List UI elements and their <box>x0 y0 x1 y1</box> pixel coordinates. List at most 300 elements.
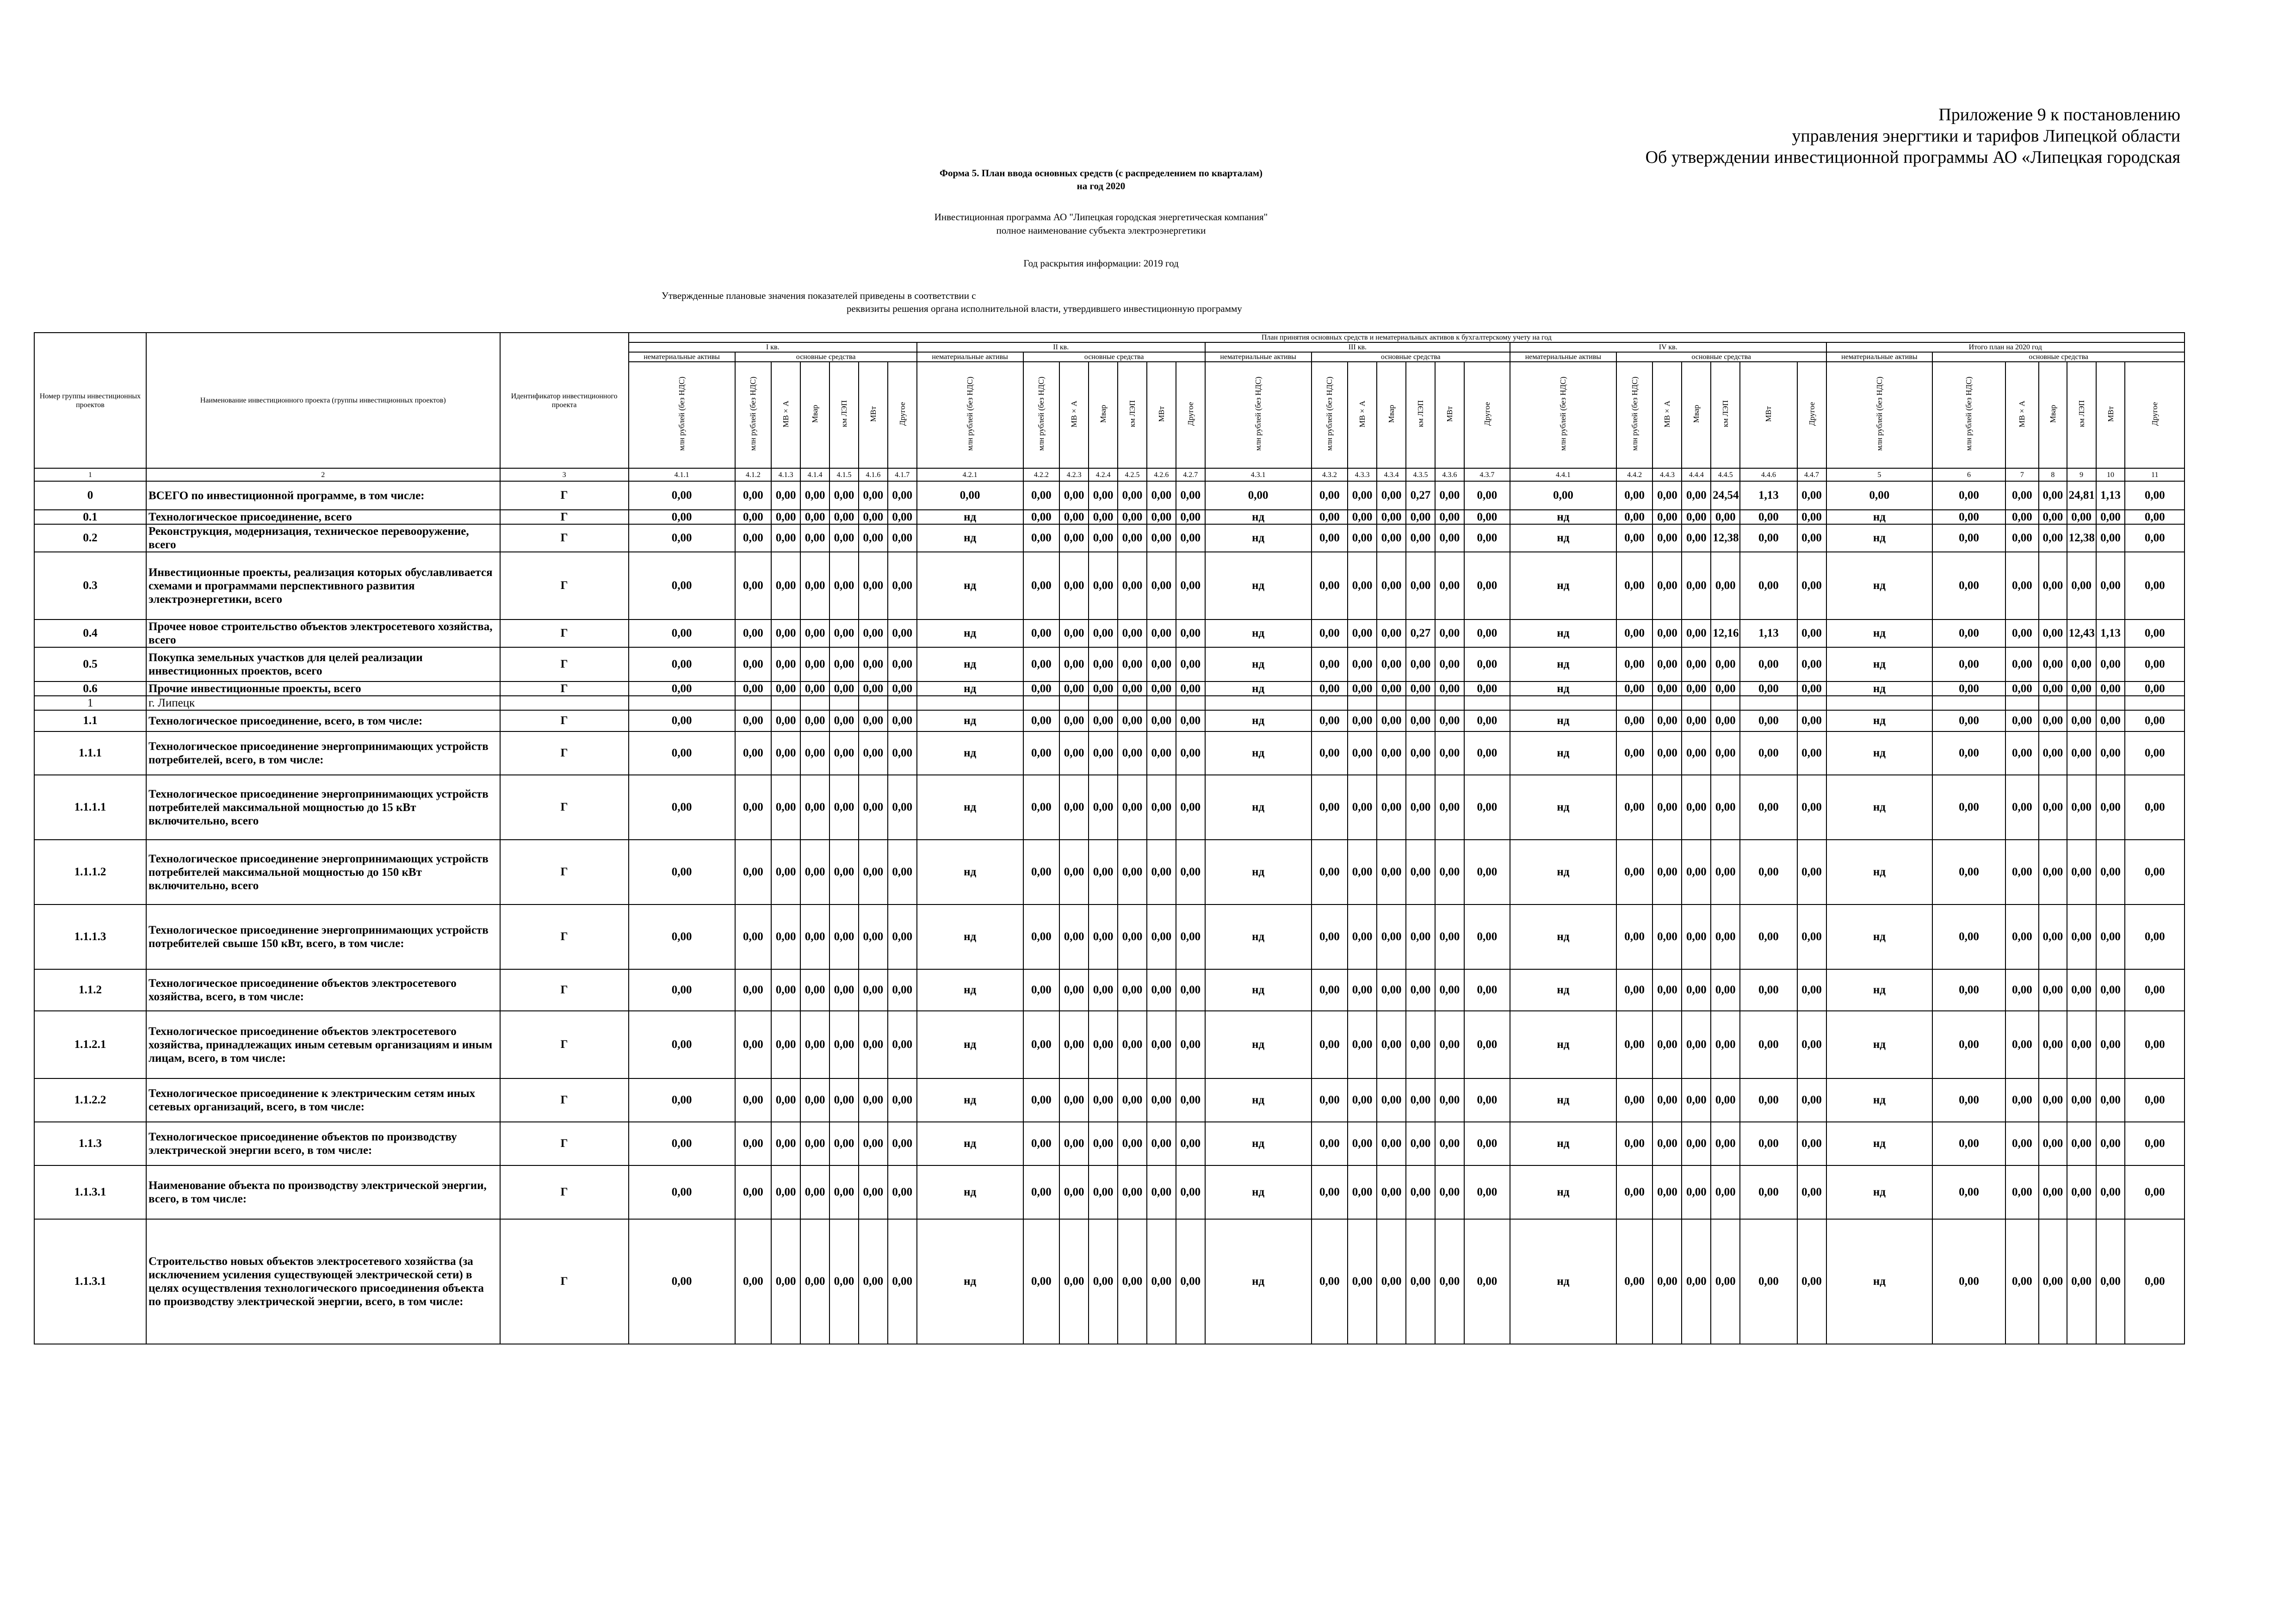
value-cell: нд <box>1826 1011 1933 1078</box>
value-cell: нд <box>1205 731 1312 775</box>
value-cell: нд <box>1510 840 1616 904</box>
value-cell: 0,00 <box>2096 1078 2125 1122</box>
value-cell: 0,00 <box>1616 1078 1653 1122</box>
row-name: Реконструкция, модернизация, техническое перевооружение, всего <box>146 524 500 552</box>
value-cell: 0,00 <box>859 1122 888 1165</box>
table-header <box>34 333 2185 481</box>
value-cell: 0,00 <box>800 510 829 524</box>
value-cell: нд <box>1205 1122 1312 1165</box>
value-cell: 0,00 <box>1176 647 1205 681</box>
appendix-line: Об утверждении инвестиционной программы АО «Липецкая городская <box>1645 148 2180 167</box>
row-number: 1.1 <box>34 710 146 731</box>
value-cell: 0,00 <box>1147 840 1176 904</box>
value-cell: нд <box>1826 524 1933 552</box>
value-cell: 0,00 <box>1312 1122 1348 1165</box>
value-cell: 0,00 <box>735 775 772 840</box>
value-cell: 0,00 <box>1406 775 1435 840</box>
value-cell: 0,00 <box>1312 481 1348 510</box>
value-cell: 0,00 <box>735 647 772 681</box>
value-cell: 0,00 <box>1932 1122 2005 1165</box>
value-cell <box>629 696 735 710</box>
value-cell: нд <box>917 1011 1023 1078</box>
value-cell: 0,00 <box>1147 731 1176 775</box>
value-cell: 0,00 <box>1406 731 1435 775</box>
column-number: 4.3.4 <box>1377 468 1406 481</box>
unit-label: Другое <box>1482 402 1491 426</box>
value-cell: 0,00 <box>1797 552 1826 619</box>
value-cell: 0,00 <box>1023 1165 1060 1219</box>
value-cell: 0,00 <box>1176 552 1205 619</box>
value-cell: 0,00 <box>2125 510 2185 524</box>
value-cell: нд <box>1510 710 1616 731</box>
value-cell: 0,00 <box>1652 710 1682 731</box>
value-cell: 0,00 <box>1176 1219 1205 1344</box>
value-cell: 0,00 <box>1616 1165 1653 1219</box>
value-cell: 0,00 <box>1464 731 1510 775</box>
value-cell: 0,00 <box>1348 510 1377 524</box>
value-cell: 0,00 <box>771 1165 800 1219</box>
unit-label: МВ×А <box>1663 400 1672 427</box>
value-cell: 0,00 <box>1616 840 1653 904</box>
value-cell: 0,00 <box>771 524 800 552</box>
value-cell: 0,00 <box>1797 647 1826 681</box>
value-cell: 0,00 <box>1797 681 1826 696</box>
value-cell: 0,00 <box>1377 524 1406 552</box>
value-cell: 0,00 <box>1118 481 1147 510</box>
value-cell <box>2005 696 2039 710</box>
value-cell <box>829 696 859 710</box>
row-name: Технологическое присоединение энергопринимающих устройств потребителей максимальной мощностью до 15 кВт включительно, всего <box>146 775 500 840</box>
value-cell: 0,00 <box>1059 1165 1089 1219</box>
value-cell: 0,00 <box>1089 731 1118 775</box>
unit-header <box>2005 362 2039 468</box>
value-cell: 0,00 <box>1118 710 1147 731</box>
value-cell: 0,00 <box>1406 710 1435 731</box>
value-cell: 0,00 <box>1406 524 1435 552</box>
value-cell: 0,00 <box>1435 904 1464 969</box>
value-cell: 0,00 <box>1711 969 1740 1011</box>
value-cell: нд <box>1826 1165 1933 1219</box>
value-cell: 0,00 <box>1932 1165 2005 1219</box>
value-cell: 0,00 <box>1118 1078 1147 1122</box>
unit-header <box>1464 362 1510 468</box>
fixed-assets-header: основные средства <box>1312 352 1510 362</box>
value-cell: 0,00 <box>1682 731 1711 775</box>
value-cell: 0,00 <box>1682 619 1711 647</box>
column-number: 4.2.1 <box>917 468 1023 481</box>
value-cell: 0,00 <box>1312 681 1348 696</box>
row-number: 1 <box>34 696 146 710</box>
unit-label: МВ×А <box>781 400 791 427</box>
value-cell: 0,00 <box>1711 647 1740 681</box>
value-cell <box>1797 696 1826 710</box>
value-cell: 0,00 <box>629 619 735 647</box>
value-cell: 0,00 <box>735 552 772 619</box>
value-cell: 0,00 <box>1464 510 1510 524</box>
value-cell: 0,00 <box>888 552 917 619</box>
value-cell: 0,00 <box>1797 904 1826 969</box>
value-cell: 12,38 <box>2067 524 2096 552</box>
value-cell: 0,00 <box>829 904 859 969</box>
value-cell: 1,13 <box>1740 619 1797 647</box>
value-cell: 0,00 <box>1797 1011 1826 1078</box>
column-number: 4.2.5 <box>1118 468 1147 481</box>
value-cell: 0,00 <box>1118 1165 1147 1219</box>
table-row <box>34 681 2185 696</box>
value-cell: 0,00 <box>800 775 829 840</box>
value-cell: 0,00 <box>1059 1011 1089 1078</box>
value-cell: 0,00 <box>2067 1011 2096 1078</box>
column-number: 4.2.3 <box>1059 468 1089 481</box>
value-cell: 0,00 <box>1435 1122 1464 1165</box>
unit-header <box>1797 362 1826 468</box>
value-cell: нд <box>917 647 1023 681</box>
value-cell: 0,00 <box>1147 1011 1176 1078</box>
column-number: 4.3.2 <box>1312 468 1348 481</box>
value-cell: 0,00 <box>1147 904 1176 969</box>
value-cell: 0,00 <box>2005 1219 2039 1344</box>
value-cell: 0,00 <box>888 731 917 775</box>
value-cell: 0,00 <box>1377 904 1406 969</box>
row-name: Технологическое присоединение энергопринимающих устройств потребителей, всего, в том числе: <box>146 731 500 775</box>
value-cell: нд <box>1205 775 1312 840</box>
value-cell <box>1205 696 1312 710</box>
unit-label: Другое <box>2150 402 2160 426</box>
value-cell: 0,00 <box>1616 619 1653 647</box>
row-number: 1.1.1.3 <box>34 904 146 969</box>
value-cell: 0,00 <box>2067 1122 2096 1165</box>
value-cell: 0,00 <box>829 481 859 510</box>
value-cell: 0,00 <box>1377 1219 1406 1344</box>
table-row <box>34 1165 2185 1219</box>
value-cell: 0,00 <box>1932 681 2005 696</box>
value-cell: 0,00 <box>1089 681 1118 696</box>
value-cell: 0,00 <box>1176 710 1205 731</box>
value-cell: 0,00 <box>1435 681 1464 696</box>
value-cell: 0,00 <box>629 481 735 510</box>
value-cell: 0,00 <box>1464 969 1510 1011</box>
value-cell: 0,00 <box>1652 1011 1682 1078</box>
value-cell: нд <box>1510 1078 1616 1122</box>
table-row <box>34 1122 2185 1165</box>
value-cell: нд <box>917 510 1023 524</box>
column-number: 1 <box>34 468 146 481</box>
value-cell: 0,00 <box>2125 524 2185 552</box>
value-cell: 0,00 <box>1616 1219 1653 1344</box>
quarter-header: I кв. <box>629 342 917 352</box>
unit-label: млн рублей (без НДС) <box>965 377 975 451</box>
unit-header <box>1932 362 2005 468</box>
value-cell: 0,00 <box>2005 481 2039 510</box>
value-cell: 0,00 <box>2125 775 2185 840</box>
value-cell: 0,00 <box>1711 552 1740 619</box>
value-cell <box>1652 696 1682 710</box>
value-cell: 0,00 <box>2005 904 2039 969</box>
value-cell <box>1176 696 1205 710</box>
value-cell: 0,00 <box>771 904 800 969</box>
value-cell: 0,00 <box>1377 969 1406 1011</box>
value-cell: 0,00 <box>1089 1011 1118 1078</box>
value-cell: 0,00 <box>1176 904 1205 969</box>
unit-header <box>1826 362 1933 468</box>
value-cell: 0,00 <box>629 840 735 904</box>
value-cell: 0,00 <box>629 710 735 731</box>
unit-label: млн рублей (без НДС) <box>677 377 687 451</box>
column-number: 3 <box>500 468 629 481</box>
unit-header <box>1312 362 1348 468</box>
row-identifier: Г <box>500 1078 629 1122</box>
unit-header <box>1406 362 1435 468</box>
value-cell: 0,00 <box>1406 552 1435 619</box>
unit-header <box>800 362 829 468</box>
value-cell: 0,00 <box>1312 1219 1348 1344</box>
table-row <box>34 1011 2185 1078</box>
form-year-line: на год 2020 <box>1077 180 1126 192</box>
value-cell: 0,00 <box>2125 1165 2185 1219</box>
value-cell: 0,00 <box>735 1122 772 1165</box>
value-cell: 0,00 <box>888 647 917 681</box>
value-cell: 0,00 <box>800 1122 829 1165</box>
row-number: 0.3 <box>34 552 146 619</box>
value-cell: 0,00 <box>859 731 888 775</box>
value-cell: нд <box>1205 1165 1312 1219</box>
value-cell: нд <box>1510 1165 1616 1219</box>
unit-header <box>771 362 800 468</box>
value-cell: 0,00 <box>1348 552 1377 619</box>
value-cell: 0,00 <box>1023 510 1060 524</box>
value-cell: 0,00 <box>1652 775 1682 840</box>
value-cell: 0,00 <box>1464 1165 1510 1219</box>
value-cell: 0,00 <box>1464 524 1510 552</box>
value-cell: 0,00 <box>1682 775 1711 840</box>
value-cell: 0,00 <box>1932 647 2005 681</box>
value-cell: 0,00 <box>2067 775 2096 840</box>
value-cell: 0,00 <box>2067 1219 2096 1344</box>
value-cell: 0,00 <box>1023 710 1060 731</box>
value-cell: 0,00 <box>629 969 735 1011</box>
value-cell: 0,00 <box>2039 619 2067 647</box>
value-cell: 0,00 <box>1348 969 1377 1011</box>
value-cell: нд <box>1510 731 1616 775</box>
value-cell: 0,00 <box>888 1122 917 1165</box>
investment-table <box>34 332 2185 1344</box>
program-block <box>0 211 2202 237</box>
value-cell: 0,00 <box>1023 775 1060 840</box>
value-cell <box>1312 696 1348 710</box>
value-cell: 0,00 <box>1348 904 1377 969</box>
value-cell: 0,00 <box>1406 1219 1435 1344</box>
intangible-assets-header: нематериальные активы <box>629 352 735 362</box>
value-cell: 0,00 <box>1023 552 1060 619</box>
value-cell <box>1826 696 1933 710</box>
value-cell: 0,00 <box>2005 647 2039 681</box>
value-cell: 0,00 <box>1147 1122 1176 1165</box>
value-cell: 0,00 <box>800 1078 829 1122</box>
value-cell <box>917 696 1023 710</box>
column-number: 4.2.6 <box>1147 468 1176 481</box>
value-cell: 0,00 <box>1348 1122 1377 1165</box>
unit-label: Мвар <box>1099 405 1108 423</box>
value-cell: 0,00 <box>829 619 859 647</box>
value-cell: 0,00 <box>2096 552 2125 619</box>
unit-label: млн рублей (без НДС) <box>1559 377 1568 451</box>
value-cell: 0,00 <box>2039 681 2067 696</box>
row-number: 1.1.1.1 <box>34 775 146 840</box>
value-cell: нд <box>1826 775 1933 840</box>
value-cell: нд <box>1826 904 1933 969</box>
value-cell: 0,00 <box>2039 1122 2067 1165</box>
value-cell: 0,00 <box>1348 524 1377 552</box>
value-cell: 0,00 <box>2005 1122 2039 1165</box>
unit-label: млн рублей (без НДС) <box>749 377 758 451</box>
value-cell: 0,00 <box>2096 681 2125 696</box>
value-cell: 0,00 <box>1348 775 1377 840</box>
value-cell: 0,00 <box>1740 840 1797 904</box>
value-cell: 0,00 <box>1932 840 2005 904</box>
value-cell: 0,00 <box>1797 481 1826 510</box>
unit-label: МВт <box>1445 406 1454 422</box>
value-cell: 0,00 <box>771 552 800 619</box>
value-cell: 0,00 <box>2005 731 2039 775</box>
value-cell: 0,00 <box>1740 731 1797 775</box>
value-cell: 0,00 <box>1348 840 1377 904</box>
value-cell <box>2125 696 2185 710</box>
column-number-row <box>34 468 2185 481</box>
value-cell: 0,00 <box>1176 481 1205 510</box>
value-cell: 0,00 <box>2005 710 2039 731</box>
value-cell: нд <box>1205 840 1312 904</box>
value-cell: 0,00 <box>1682 1219 1711 1344</box>
column-number: 4.4.5 <box>1711 468 1740 481</box>
table-row <box>34 1219 2185 1344</box>
value-cell: 0,00 <box>1932 1219 2005 1344</box>
value-cell: 0,00 <box>2125 681 2185 696</box>
column-number: 4.3.7 <box>1464 468 1510 481</box>
value-cell: 0,00 <box>1176 1011 1205 1078</box>
value-cell: нд <box>1826 1122 1933 1165</box>
value-cell: 0,00 <box>1377 681 1406 696</box>
value-cell: 0,00 <box>829 1165 859 1219</box>
value-cell: 0,00 <box>2067 647 2096 681</box>
intangible-assets-header: нематериальные активы <box>1510 352 1616 362</box>
value-cell: 0,00 <box>888 1078 917 1122</box>
value-cell: 0,00 <box>888 510 917 524</box>
table-row <box>34 840 2185 904</box>
value-cell: нд <box>1510 524 1616 552</box>
value-cell: 0,00 <box>1464 1219 1510 1344</box>
value-cell: 0,00 <box>735 840 772 904</box>
value-cell: 0,00 <box>1089 710 1118 731</box>
value-cell: 0,00 <box>1711 1078 1740 1122</box>
value-cell: 0,00 <box>800 1165 829 1219</box>
value-cell: 0,00 <box>1312 1078 1348 1122</box>
value-cell: 0,00 <box>1740 904 1797 969</box>
value-cell: 0,00 <box>1059 710 1089 731</box>
value-cell: 0,00 <box>735 969 772 1011</box>
value-cell: 0,00 <box>1377 840 1406 904</box>
value-cell: 0,00 <box>1059 481 1089 510</box>
plan-title-header: План принятия основных средств и нематериальных активов к бухгалтерскому учету на год <box>629 333 2185 342</box>
value-cell: нд <box>1510 647 1616 681</box>
value-cell: 0,00 <box>2125 840 2185 904</box>
value-cell: 0,00 <box>1176 1122 1205 1165</box>
value-cell: 0,00 <box>1435 510 1464 524</box>
value-cell: 24,81 <box>2067 481 2096 510</box>
value-cell: нд <box>1205 681 1312 696</box>
row-identifier: Г <box>500 1122 629 1165</box>
value-cell: 0,00 <box>1682 524 1711 552</box>
value-cell: 0,00 <box>1932 481 2005 510</box>
column-number: 4.4.6 <box>1740 468 1797 481</box>
value-cell: 0,00 <box>1464 1011 1510 1078</box>
value-cell: 0,00 <box>735 524 772 552</box>
unit-header <box>735 362 772 468</box>
value-cell: нд <box>917 1165 1023 1219</box>
value-cell: 0,00 <box>1932 619 2005 647</box>
value-cell: 0,00 <box>1406 510 1435 524</box>
unit-header <box>1176 362 1205 468</box>
column-number: 9 <box>2067 468 2096 481</box>
row-number: 1.1.1.2 <box>34 840 146 904</box>
value-cell: 0,00 <box>1406 1165 1435 1219</box>
value-cell: 0,00 <box>1616 510 1653 524</box>
value-cell: 0,00 <box>1023 619 1060 647</box>
value-cell: 0,00 <box>888 681 917 696</box>
value-cell: нд <box>917 969 1023 1011</box>
row-identifier: Г <box>500 904 629 969</box>
unit-label: км ЛЭП <box>1721 400 1730 427</box>
value-cell: 0,00 <box>629 524 735 552</box>
value-cell: 0,00 <box>2096 840 2125 904</box>
value-cell: 0,00 <box>1059 681 1089 696</box>
value-cell: 0,00 <box>1652 524 1682 552</box>
value-cell: 0,00 <box>1147 710 1176 731</box>
value-cell: 0,00 <box>1118 731 1147 775</box>
value-cell: 0,00 <box>1406 647 1435 681</box>
value-cell: 0,00 <box>1147 647 1176 681</box>
value-cell: 0,00 <box>1652 481 1682 510</box>
value-cell: 0,00 <box>1740 524 1797 552</box>
value-cell: 0,00 <box>829 647 859 681</box>
row-name: Строительство новых объектов электросетевого хозяйства (за исключением усиления существующей электрической сети) в целях осуществления технологического присоединения объекта по производству электрической энергии, всего, в том числе: <box>146 1219 500 1344</box>
value-cell: 0,00 <box>800 710 829 731</box>
value-cell: 0,00 <box>1059 840 1089 904</box>
unit-label: МВ×А <box>1070 400 1079 427</box>
value-cell: 0,00 <box>1616 647 1653 681</box>
value-cell <box>1682 696 1711 710</box>
value-cell: 0,00 <box>1348 1078 1377 1122</box>
value-cell: 0,00 <box>1147 681 1176 696</box>
value-cell: 0,00 <box>1377 510 1406 524</box>
value-cell: нд <box>917 710 1023 731</box>
value-cell: 0,00 <box>1348 481 1377 510</box>
value-cell: 0,00 <box>1711 904 1740 969</box>
value-cell: 0,00 <box>2039 524 2067 552</box>
value-cell: 0,00 <box>1023 904 1060 969</box>
value-cell: 0,00 <box>2039 840 2067 904</box>
table-row <box>34 904 2185 969</box>
value-cell: нд <box>1826 552 1933 619</box>
value-cell: 0,00 <box>1312 647 1348 681</box>
value-cell: 0,00 <box>1652 647 1682 681</box>
value-cell: 0,00 <box>1377 481 1406 510</box>
row-identifier: Г <box>500 524 629 552</box>
value-cell: нд <box>1826 969 1933 1011</box>
value-cell: 0,00 <box>1616 1011 1653 1078</box>
value-cell: 0,00 <box>629 1219 735 1344</box>
value-cell: 0,00 <box>1023 481 1060 510</box>
value-cell <box>771 696 800 710</box>
